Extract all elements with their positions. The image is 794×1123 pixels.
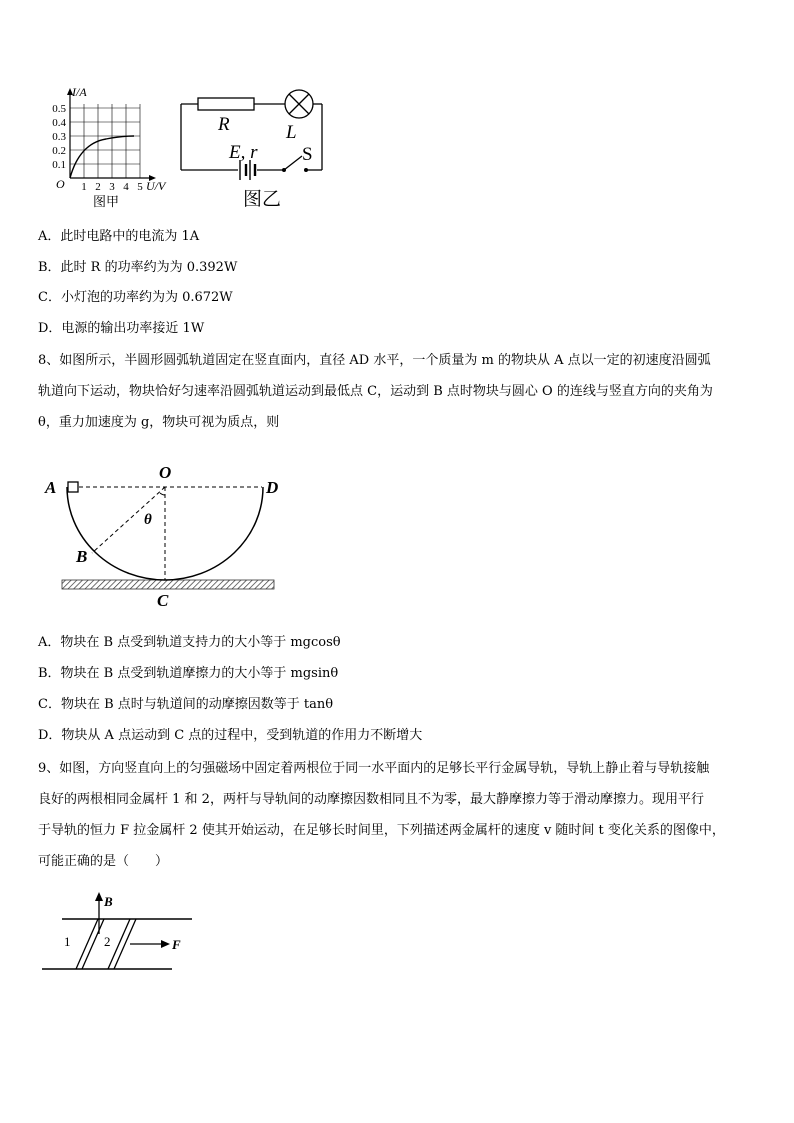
field-b-label: B <box>104 894 113 909</box>
q8-option-a: A．物块在 B 点受到轨道支持力的大小等于 mgcosθ <box>38 635 341 650</box>
switch-label: S <box>302 144 313 165</box>
fig-b-caption: 图乙 <box>242 189 282 210</box>
x-tick: 1 <box>81 181 87 193</box>
q7-option-c: C．小灯泡的功率约为为 0.672W <box>38 290 233 305</box>
q8-stem-line: 8、如图所示，半圆形圆弧轨道固定在竖直面内，直径 AD 水平，一个质量为 m 的物块从 A 点以一定的初速度沿圆弧 <box>38 353 711 368</box>
y-axis-label: I/A <box>72 85 87 99</box>
y-tick: 0.4 <box>52 117 66 129</box>
iu-graph <box>52 85 167 209</box>
battery-symbol <box>240 160 255 180</box>
point-b-label: B <box>76 547 88 566</box>
origin-label: O <box>56 177 65 191</box>
rod-1-label: 1 <box>64 934 71 949</box>
q9-stem-line: 于导轨的恒力 F 拉金属杆 2 使其开始运动，在足够长时间里，下列描述两金属杆的速度 v 随时间 t 变化关系的图像中， <box>38 823 725 838</box>
q7-option-d: D．电源的输出功率接近 1W <box>38 321 205 336</box>
x-tick: 5 <box>137 181 143 193</box>
y-tick: 0.5 <box>52 103 66 115</box>
circuit-diagram <box>181 90 322 210</box>
rod-2-label: 2 <box>104 934 111 949</box>
point-d-label: D <box>266 478 279 497</box>
q8-stem <box>38 345 758 438</box>
rod-1 <box>76 919 104 969</box>
y-tick: 0.1 <box>52 159 66 171</box>
lamp-label: L <box>286 122 297 143</box>
source-label: E, r <box>229 142 258 163</box>
q8-stem-line: θ，重力加速度为 g，物块可视为质点，则 <box>38 415 280 430</box>
resistor-symbol <box>198 98 254 110</box>
q9-rails-figure <box>40 888 210 978</box>
q8-option-d: D．物块从 A 点运动到 C 点的过程中，受到轨道的作用力不断增大 <box>38 728 423 743</box>
lamp-symbol <box>285 90 313 118</box>
x-axis-label: U/V <box>146 179 166 193</box>
theta-label: θ <box>144 512 152 528</box>
block <box>68 482 78 492</box>
q9-stem-line: 可能正确的是（ ） <box>38 854 169 869</box>
q8-semicircle-figure <box>40 458 300 608</box>
q8-option-b: B．物块在 B 点受到轨道摩擦力的大小等于 mgsinθ <box>38 666 339 681</box>
iu-curve <box>70 136 134 178</box>
point-a-label: A <box>45 478 57 497</box>
q9-stem-line: 9、如图，方向竖直向上的匀强磁场中固定着两根位于同一水平面内的足够长平行金属导轨，导轨上静止着与导轨接触 <box>38 761 710 776</box>
x-tick: 2 <box>95 181 101 193</box>
q9-stem <box>38 753 758 877</box>
force-f-label: F <box>172 937 181 952</box>
ground <box>62 580 274 589</box>
fig-a-caption: 图甲 <box>92 194 120 209</box>
q9-stem-line: 良好的两根相同金属杆 1 和 2，两杆与导轨间的动摩擦因数相同且不为零，最大静摩擦力等于滑动摩擦力。现用平行 <box>38 792 704 807</box>
x-tick: 3 <box>109 181 115 193</box>
q8-stem-line: 轨道向下运动，物块恰好匀速率沿圆弧轨道运动到最低点 C，运动到 B 点时物块与圆心 O 的连线与竖直方向的夹角为 <box>38 384 713 399</box>
q8-option-c: C．物块在 B 点时与轨道间的动摩擦因数等于 tanθ <box>38 697 334 712</box>
q7-option-b: B．此时 R 的功率约为为 0.392W <box>38 260 238 275</box>
y-tick: 0.3 <box>52 131 66 143</box>
y-tick: 0.2 <box>52 145 66 157</box>
point-o-label: O <box>159 463 172 482</box>
figure-graph-and-circuit <box>40 84 340 214</box>
x-tick: 4 <box>123 181 129 193</box>
point-c-label: C <box>157 591 169 608</box>
resistor-label: R <box>218 114 230 135</box>
q7-option-a: A．此时电路中的电流为 1A <box>38 229 200 244</box>
